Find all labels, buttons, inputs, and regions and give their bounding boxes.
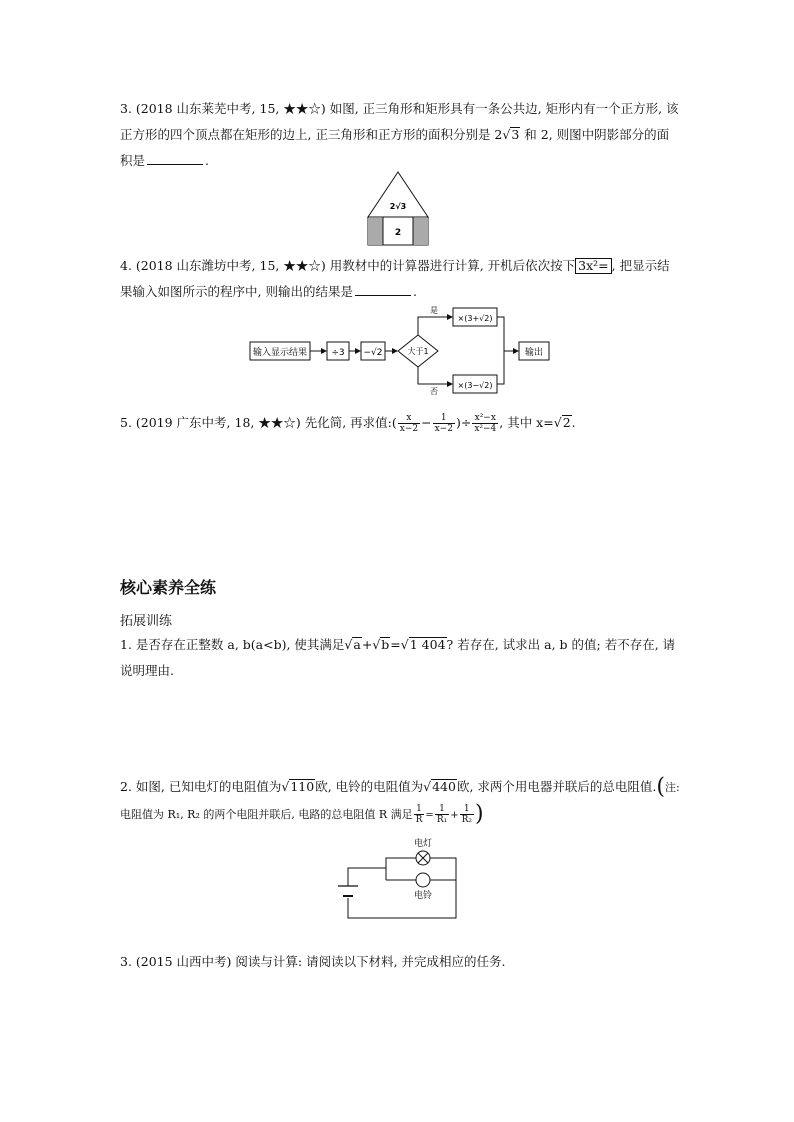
section-subtitle: 拓展训练 (120, 614, 173, 629)
sqrt-symbol: √ (281, 779, 290, 794)
flow-output: 输出 (524, 348, 544, 358)
square-area-label: 2 (394, 228, 402, 238)
plus-sign: + (450, 810, 459, 821)
flow-decision: 大于1 (407, 347, 429, 356)
triangle-rectangle-figure (366, 170, 430, 248)
paren-open: ( (656, 774, 665, 800)
sqrt-symbol: √ (553, 415, 562, 430)
denominator: x−2 (434, 424, 453, 434)
denominator: R₁ (436, 815, 448, 825)
paren-open: ( (391, 415, 397, 430)
sqrt-110: 110 (290, 779, 315, 794)
sqrt-symbol: √ (344, 637, 353, 652)
question-4 (120, 253, 680, 305)
flow-yes: 是 (430, 306, 438, 315)
triangle-area-label: 2√3 (389, 202, 407, 211)
fraction (414, 804, 425, 825)
flow-no-op: ×(3−√2) (457, 381, 493, 390)
sqrt-symbol: √ (400, 637, 409, 652)
flow-divide: ÷3 (331, 348, 345, 358)
fraction (433, 413, 455, 434)
divide-sign: ÷ (460, 415, 472, 430)
paren-close: ) (474, 801, 484, 827)
q5-suffix: , 其中 x= (499, 415, 554, 430)
numerator: 1 (460, 804, 474, 815)
flow-yes-op: ×(3+√2) (457, 314, 493, 323)
numerator: 1 (414, 804, 425, 815)
extension-question-3: 3. (2015 山西中考) 阅读与计算: 请阅读以下材料, 并完成相应的任务. (120, 954, 506, 969)
paren-close: ) (455, 415, 461, 430)
numerator: x²−x (472, 413, 498, 424)
e2-prefix: 2. 如图, 已知电灯的电阻值为 (120, 779, 282, 794)
program-flowchart (248, 304, 558, 396)
e2-suffix: 欧, 求两个用电器并联后的总电阻值. (456, 779, 657, 794)
sqrt-1404: 1 404 (409, 637, 446, 652)
bell-label: 电铃 (413, 891, 433, 901)
fraction (472, 413, 498, 434)
fraction (398, 413, 420, 434)
question-5 (120, 410, 680, 436)
denominator: R₂ (461, 815, 472, 825)
numerator: 1 (433, 413, 455, 424)
extension-question-1 (120, 632, 680, 684)
e2-mid: 欧, 电铃的电阻值为 (315, 779, 424, 794)
numerator: 1 (435, 804, 449, 815)
minus-sign: − (421, 415, 432, 430)
circuit-diagram (334, 836, 464, 922)
sqrt-symbol: √ (372, 637, 381, 652)
sqrt-440: 440 (432, 779, 456, 794)
fraction (460, 804, 474, 825)
q3-end: . (205, 153, 209, 168)
calculator-keys: 3x²= (575, 258, 612, 274)
q3-middle: 和 2, 则图中阴影部分的面积是 (120, 127, 670, 168)
answer-blank[interactable] (355, 281, 411, 296)
answer-blank[interactable] (147, 150, 203, 165)
flow-minus: −√2 (363, 348, 383, 358)
denominator: R (415, 815, 423, 825)
e1-suffix: ? 若存在, 试求出 a, b 的值; 若不存在, 请说明理由. (120, 637, 676, 678)
sqrt-a: a (353, 637, 361, 652)
lamp-label: 电灯 (413, 839, 433, 849)
q5-end: . (571, 415, 576, 430)
extension-question-2 (120, 774, 680, 829)
e1-prefix: 1. 是否存在正整数 a, b(a<b), 使其满足 (120, 637, 345, 652)
section-title: 核心素养全练 (120, 578, 217, 597)
sqrt-b: b (381, 637, 390, 652)
q3-prefix: 3. (2018 山东莱芜中考, 15, ★★☆) 如图, 正三角形和矩形具有一条公共边, 矩形内有一个正方形, 该正方形的四个顶点都在矩形的边上, 正三角形和正方形的面积分别是 2 (120, 101, 679, 142)
q4-suffix: , 把显示结果输入如图所示的程序中, 则输出的结果是 (120, 258, 670, 299)
plus-sign: + (361, 637, 373, 652)
e2-note: 注: 电阻值为 R₁, R₂ 的两个电阻并联后, 电路的总电阻值 R 满足 (120, 781, 680, 821)
sqrt-symbol: √ (502, 127, 511, 142)
flow-input: 输入显示结果 (252, 348, 308, 358)
question-3 (120, 96, 680, 174)
flow-no: 否 (430, 387, 438, 396)
q5-prefix: 5. (2019 广东中考, 18, ★★☆) 先化简, 再求值: (120, 415, 392, 430)
sqrt-symbol: √ (423, 779, 432, 794)
denominator: x²−4 (474, 424, 497, 434)
bell-icon (416, 873, 430, 887)
q4-prefix: 4. (2018 山东潍坊中考, 15, ★★☆) 用教材中的计算器进行计算, 开机后依次按下 (120, 258, 576, 273)
lamp-icon (416, 851, 430, 865)
q5-sqrt: 2 (562, 415, 571, 430)
equals-sign: = (425, 810, 434, 821)
equals-sign: = (390, 637, 401, 652)
q4-end: . (412, 284, 417, 299)
numerator: x (398, 413, 420, 424)
q3-sqrt: 3 (511, 127, 520, 142)
denominator: x−2 (399, 424, 419, 434)
fraction (435, 804, 449, 825)
